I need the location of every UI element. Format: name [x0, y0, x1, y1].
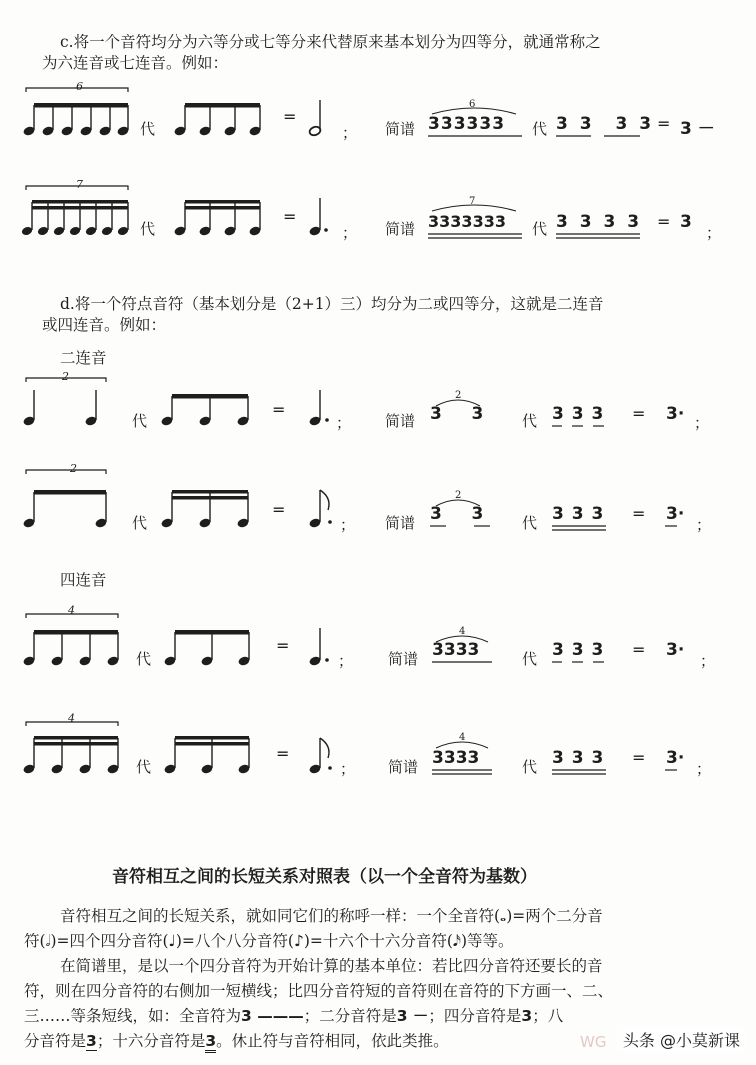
dai-label: 代: [136, 758, 152, 776]
jianpu-label: 简谱: [388, 650, 419, 668]
jianpu-tuplet-7: 7: [469, 196, 476, 207]
eighth-underlines: [554, 134, 654, 140]
jianpu-tuplet-2: 2: [455, 490, 462, 501]
jianpu-duplet-notes: 3 3: [430, 404, 484, 424]
jianpu-tuplet-4: 4: [459, 732, 466, 743]
triplet16-underlines: [550, 768, 620, 778]
equals-sign: =: [657, 114, 671, 133]
tuplet-number-7: 7: [76, 178, 83, 191]
jianpu-label: 简谱: [385, 120, 416, 138]
table-p1-line2: 符(𝅗𝅥)=四个四分音符(♩)=八个八分音符(♪)=十六个十六分音符(𝅘𝅥𝅯)等等。: [24, 932, 514, 950]
equals-sign: =: [632, 640, 646, 659]
table-p2-line1: 在简谱里，是以一个四分音符为开始计算的基本单位：若比四分音符还要长的音: [60, 957, 603, 975]
jianpu-label: 简谱: [388, 758, 419, 776]
semicolon: ；: [342, 124, 358, 142]
jianpu-dotted-quarter: 3·: [666, 640, 685, 660]
semicolon: ；: [336, 414, 352, 432]
jianpu-dotted-eighth: 3·: [666, 504, 685, 524]
table-p2-line4: 分音符是3；十六分音符是3。休止符与音符相同，依此类推。: [24, 1029, 449, 1054]
sextuplet-staff: [0, 80, 330, 150]
section-d-line2: 或四连音。例如：: [42, 316, 167, 334]
dai-label: 代: [132, 514, 148, 532]
jianpu-label: 简谱: [385, 514, 416, 532]
dai-label: 代: [136, 650, 152, 668]
section-d-line1: d.将一个符点音符（基本划分是（2+1）三）均分为二或四等分，这就是二连音: [60, 295, 604, 313]
equals-sign: =: [276, 744, 290, 763]
triplet-underlines: [550, 660, 620, 666]
table-title: 音符相互之间的长短关系对照表（以一个全音符为基数）: [112, 867, 537, 887]
semicolon: ；: [338, 652, 354, 670]
dai-label: 代: [140, 120, 156, 138]
equals-sign: =: [632, 404, 646, 423]
triplet16-underlines: [550, 524, 620, 534]
equals-sign: =: [276, 636, 290, 655]
table-p1-line1: 音符相互之间的长短关系，就如同它们的称呼一样：一个全音符(𝅝)=两个二分音: [60, 907, 603, 925]
tuplet-number-2: 2: [62, 370, 69, 383]
semicolon: ；: [706, 224, 722, 242]
equals-sign: =: [632, 504, 646, 523]
dai-label: 代: [140, 220, 156, 238]
dai-label: 代: [522, 412, 538, 430]
duplet-quarter-staff: [0, 372, 340, 432]
jianpu-label: 简谱: [385, 412, 416, 430]
jianpu-eighth-notes: 3 3 3 3: [556, 114, 652, 134]
equals-sign: =: [283, 207, 297, 226]
jianpu-quadruplet-sixteenths: 3333: [432, 748, 480, 768]
jianpu-triplet-eighths: 3 3 3: [552, 640, 604, 660]
jianpu-tuplet-4: 4: [459, 626, 466, 637]
table-p2-line2: 符，则在四分音符的右侧加一短横线；比四分音符短的音符则在音符的下方画一、二、: [24, 982, 614, 1000]
tuplet-number-4: 4: [68, 712, 75, 725]
jianpu-triplet-eighths: 3 3 3: [552, 404, 604, 424]
section-c-line2: 为六连音或七连音。例如：: [42, 54, 229, 72]
triplet-underlines: [550, 424, 620, 430]
tuplet-number-4: 4: [68, 604, 75, 617]
tuplet-number-6: 6: [76, 80, 83, 93]
jianpu-dotted-quarter: 3·: [666, 404, 685, 424]
semicolon: ；: [694, 414, 710, 432]
table-p2-line3: 三……等条短线，如：全音符为3 ———；二分音符是3 －；四分音符是3；八: [24, 1007, 564, 1025]
source-watermark: 头条 @小莫新课: [617, 1026, 746, 1053]
equals-sign: =: [632, 748, 646, 767]
septuplet-staff: [0, 178, 330, 248]
jianpu-tuplet-2: 2: [455, 390, 462, 401]
jianpu-half-note: 3 －: [680, 119, 715, 139]
jianpu-triplet-sixteenths: 3 3 3: [552, 748, 604, 768]
jianpu-sixteenth-notes: 3 3 3 3: [556, 212, 640, 232]
semicolon: ；: [342, 224, 358, 242]
semicolon: ；: [700, 652, 716, 670]
dai-label: 代: [532, 120, 548, 138]
tuplet-number-2: 2: [70, 462, 77, 475]
jianpu-tuplet-6: 6: [469, 99, 476, 110]
dai-label: 代: [132, 412, 148, 430]
jianpu-quarter-note: 3: [680, 212, 692, 232]
section-c-line1: c.将一个音符均分为六等分或七等分来代替原来基本划分为四等分，就通常称之: [60, 33, 601, 51]
duplet-eighth-staff: [0, 464, 340, 530]
equals-sign: =: [283, 107, 297, 126]
jianpu-dotted-eighth: 3·: [666, 748, 685, 768]
jianpu-septuplet-notes: 3333333: [428, 212, 506, 231]
semicolon: ；: [696, 516, 712, 534]
faint-watermark: WG: [580, 1033, 607, 1051]
dotted-eighth-underline: [664, 768, 680, 774]
jianpu-sextuplet-notes: 333333: [428, 114, 506, 134]
semicolon: ；: [696, 760, 712, 778]
semicolon: ；: [340, 516, 356, 534]
duplet-heading: 二连音: [60, 349, 107, 367]
dai-label: 代: [522, 758, 538, 776]
dai-label: 代: [522, 514, 538, 532]
equals-sign: =: [272, 400, 286, 419]
jianpu-quadruplet-notes: 3333: [432, 640, 480, 660]
jianpu-label: 简谱: [385, 220, 416, 238]
semicolon: ；: [340, 760, 356, 778]
quadruplet-heading: 四连音: [60, 571, 107, 589]
equals-sign: =: [657, 212, 671, 231]
dai-label: 代: [522, 650, 538, 668]
dai-label: 代: [532, 220, 548, 238]
dotted-eighth-underline: [664, 524, 680, 530]
jianpu-duplet-eighths: 3 3: [430, 504, 484, 524]
equals-sign: =: [272, 500, 286, 519]
sixteenth-underlines: [554, 232, 654, 242]
jianpu-triplet-sixteenths: 3 3 3: [552, 504, 604, 524]
